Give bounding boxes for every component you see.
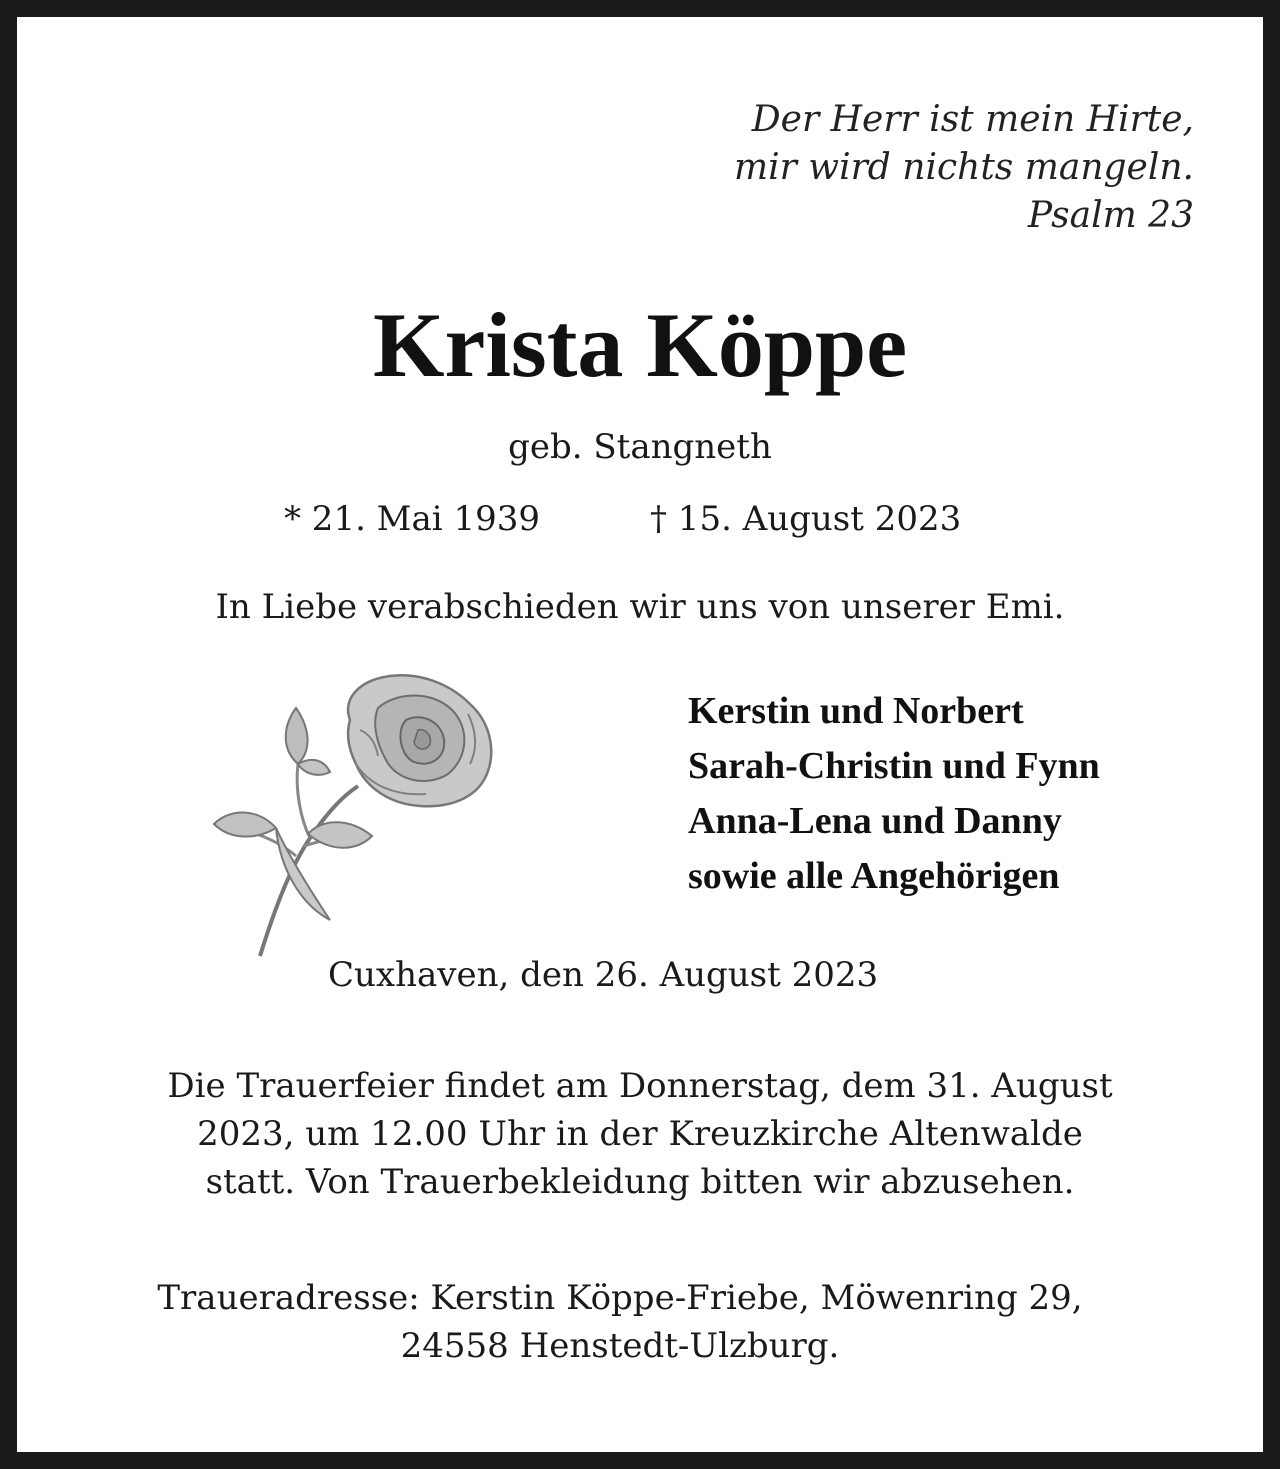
mourner-line: sowie alle Angehörigen: [688, 855, 1060, 897]
ceremony-line-3: statt. Von Trauerbekleidung bitten wir abzusehen.: [205, 1162, 1075, 1202]
birth-name: geb. Stangneth: [508, 427, 772, 467]
mourner-line: Kerstin und Norbert: [688, 690, 1024, 732]
farewell-text: In Liebe verabschieden wir uns von unserer Emi.: [215, 587, 1065, 627]
ceremony-notice: [0, 1062, 1280, 1206]
place-date: Cuxhaven, den 26. August 2023: [328, 955, 879, 995]
ceremony-line-2: 2023, um 12.00 Uhr in der Kreuzkirche Altenwalde: [197, 1114, 1083, 1154]
mourning-address: [0, 1274, 1260, 1370]
deceased-name: Krista Köppe: [372, 294, 908, 396]
mourner-line: Anna-Lena und Danny: [688, 800, 1062, 842]
address-line-1: Traueradresse: Kerstin Köppe-Friebe, Möwenring 29,: [157, 1278, 1083, 1318]
death-date: † 15. August 2023: [650, 499, 962, 539]
verse-source: Psalm 23: [1027, 195, 1194, 236]
mourner-line: Sarah-Christin und Fynn: [688, 745, 1100, 787]
verse-line-2: mir wird nichts mangeln.: [733, 147, 1194, 188]
verse-line-1: Der Herr ist mein Hirte,: [751, 99, 1194, 140]
mourners-list: [688, 684, 1100, 904]
psalm-verse: [734, 96, 1194, 240]
birth-date: * 21. Mai 1939: [284, 499, 540, 539]
rose-icon: [200, 668, 510, 968]
ceremony-line-1: Die Trauerfeier findet am Donnerstag, dem 31. August: [167, 1066, 1113, 1106]
address-line-2: 24558 Henstedt-Ulzburg.: [400, 1326, 840, 1366]
